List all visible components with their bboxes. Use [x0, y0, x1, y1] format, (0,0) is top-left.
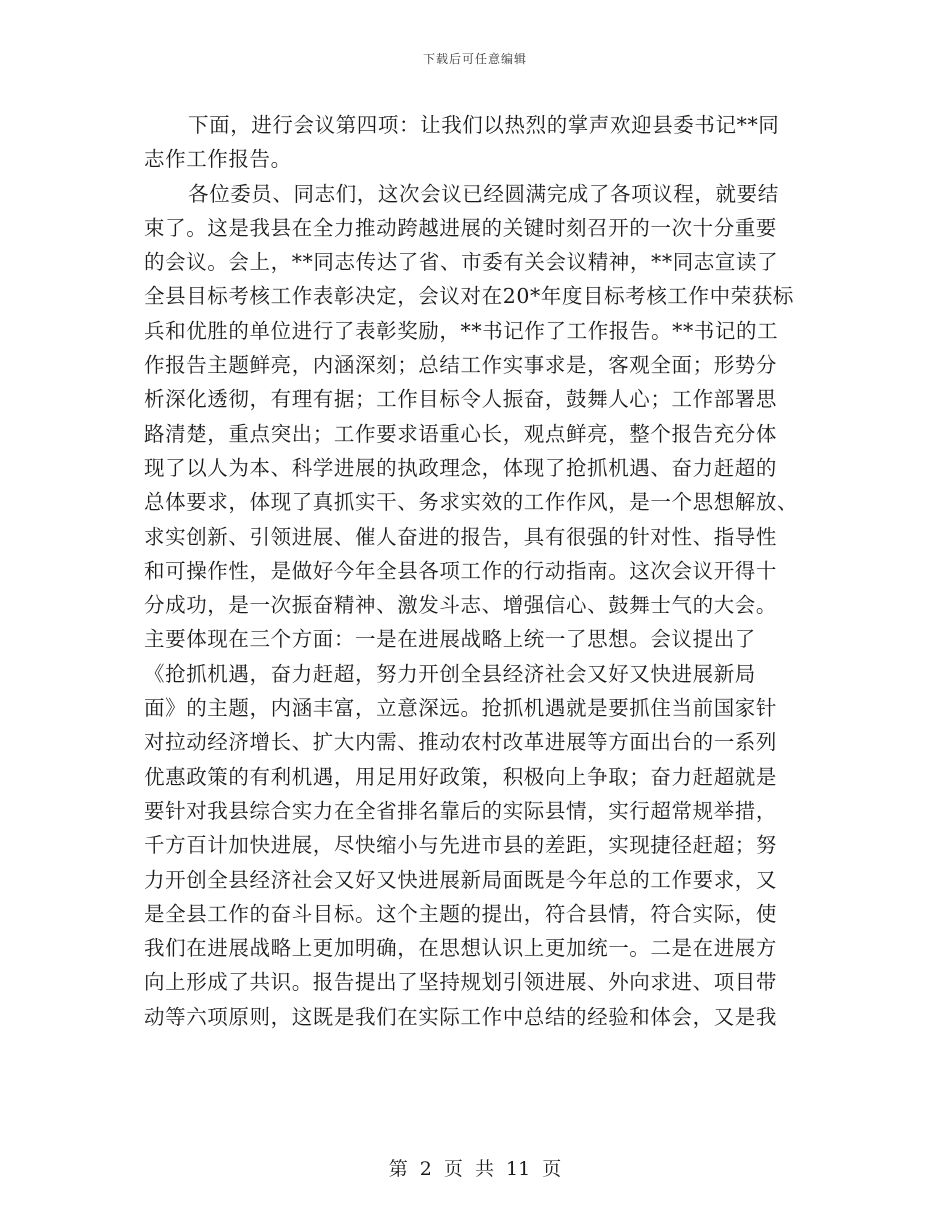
paragraph-line: 是全县工作的奋斗目标。这个主题的提出，符合县情，符合实际，使 — [144, 901, 777, 926]
page-header: 下载后可任意编辑 — [422, 52, 527, 66]
paragraph-line: 和可操作性，是做好今年全县各项工作的行动指南。这次会议开得十 — [144, 558, 777, 583]
paragraph-line: 我们在进展战略上更加明确，在思想认识上更加统一。二是在进展方 — [144, 936, 777, 961]
paragraph-line: 求实创新、引领进展、催人奋进的报告，具有很强的针对性、指导性 — [144, 524, 777, 549]
paragraph-line: 千方百计加快进展，尽快缩小与先进市县的差距，实现捷径赶超；努 — [144, 833, 777, 858]
paragraph-line: 作报告主题鲜亮，内涵深刻；总结工作实事求是，客观全面；形势分 — [144, 353, 777, 378]
paragraph-line: 下面，进行会议第四项：让我们以热烈的掌声欢迎县委书记**同 — [188, 113, 780, 137]
paragraph-line: 优惠政策的有利机遇，用足用好政策，积极向上争取；奋力赶超就是 — [144, 764, 777, 789]
paragraph-line: 对拉动经济增长、扩大内需、推动农村改革进展等方面出台的一系列 — [144, 730, 777, 755]
paragraph-line: 各位委员、同志们，这次会议已经圆满完成了各项议程，就要结 — [188, 181, 779, 206]
paragraph-line: 现了以人为本、科学进展的执政理念，体现了抢抓机遇、奋力赶超的 — [144, 455, 777, 480]
paragraph-line: 要针对我县综合实力在全省排名靠后的实际县情，实行超常规举措， — [144, 798, 777, 823]
paragraph-line: 路清楚，重点突出；工作要求语重心长，观点鲜亮，整个报告充分体 — [144, 421, 777, 446]
paragraph-line: 志作工作报告。 — [144, 147, 292, 172]
paragraph-line: 《抢抓机遇，奋力赶超，努力开创全县经济社会又好又快进展新局 — [144, 661, 756, 686]
paragraph-line: 向上形成了共识。报告提出了坚持规划引领进展、外向求进、项目带 — [144, 970, 777, 995]
document-body — [144, 108, 814, 1034]
paragraph-line: 全县目标考核工作表彰决定，会议对在20*年度目标考核工作中荣获标 — [144, 284, 795, 309]
paragraph-line: 束了。这是我县在全力推动跨越进展的关键时刻召开的一次十分重要 — [144, 215, 777, 240]
paragraph-line: 的会议。会上，**同志传达了省、市委有关会议精神，**同志宣读了 — [144, 250, 779, 275]
paragraph-line: 总体要求，体现了真抓实干、务求实效的工作作风，是一个思想解放、 — [144, 490, 799, 515]
paragraph-line: 面》的主题，内涵丰富，立意深远。抢抓机遇就是要抓住当前国家针 — [144, 696, 777, 721]
paragraph-line: 主要体现在三个方面：一是在进展战略上统一了思想。会议提出了 — [144, 627, 756, 652]
paragraph-line: 兵和优胜的单位进行了表彰奖励，**书记作了工作报告。**书记的工 — [144, 318, 779, 343]
paragraph-line: 力开创全县经济社会又好又快进展新局面既是今年总的工作要求，又 — [144, 867, 777, 892]
paragraph-line: 动等六项原则，这既是我们在实际工作中总结的经验和体会，又是我 — [144, 1004, 777, 1029]
page-number: 第 2 页 共 11 页 — [388, 1158, 562, 1180]
paragraph-line: 析深化透彻，有理有据；工作目标令人振奋，鼓舞人心；工作部署思 — [144, 387, 777, 412]
paragraph-line: 分成功，是一次振奋精神、激发斗志、增强信心、鼓舞士气的大会。 — [144, 593, 777, 618]
